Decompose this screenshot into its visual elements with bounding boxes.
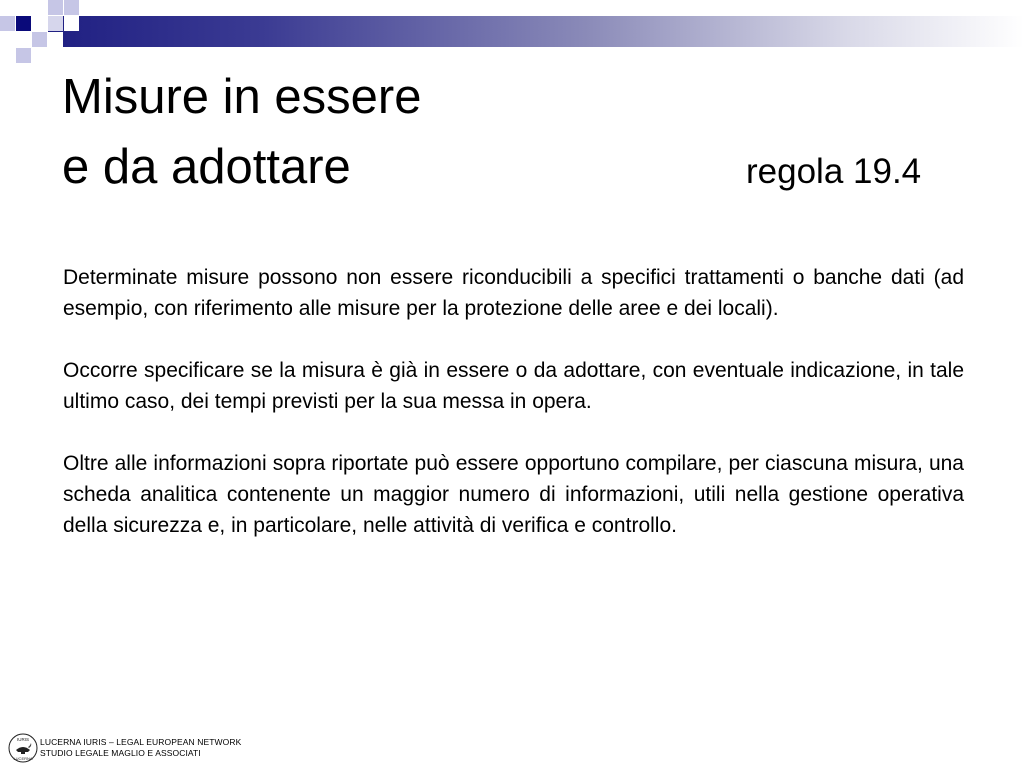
footer-line-1: LUCERNA IURIS – LEGAL EUROPEAN NETWORK [40, 737, 242, 747]
slide-body [63, 262, 964, 541]
header-square-decoration [64, 16, 79, 31]
header-square-decoration [31, 0, 47, 15]
body-paragraph: Determinate misure possono non essere riconducibili a specifici trattamenti o banche dati (ad esempio, con riferimento alle misure per la protezione delle aree e dei locali). [63, 266, 964, 320]
header-square-decoration [48, 0, 63, 15]
body-paragraph: Occorre specificare se la misura è già in essere o da adottare, con eventuale indicazione, in tale ultimo caso, dei tempi previsti per la sua messa in opera. [63, 359, 964, 413]
header-gradient-band [48, 16, 1024, 47]
header-square-decoration [64, 0, 79, 15]
header-square-decoration [48, 32, 63, 47]
rule-reference-label: regola 19.4 [746, 152, 922, 191]
header-square-decoration [48, 16, 63, 31]
logo-top-text: IURIS [16, 737, 30, 742]
header-square-decoration [32, 32, 47, 47]
header-square-decoration [16, 48, 31, 63]
header-square-decoration [0, 16, 15, 31]
header-square-navy [16, 16, 31, 31]
footer-line-2: STUDIO LEGALE MAGLIO E ASSOCIATI [40, 748, 201, 758]
lamp-logo-icon [8, 733, 38, 763]
slide-title [62, 62, 421, 202]
slide-footer [8, 731, 241, 765]
slide-title-line-2: e da adottare [62, 140, 351, 194]
slide-title-line-1: Misure in essere [62, 70, 422, 124]
body-paragraph: Oltre alle informazioni sopra riportate può essere opportuno compilare, per ciascuna misura, una scheda analitica contenente un maggior numero di informazioni, utili nella gestione operativa della sicurezza e, in particolare, nelle attività di verifica e controllo. [63, 452, 964, 537]
footer-text [40, 737, 241, 759]
logo-bottom-text: LUCERNA [13, 756, 33, 761]
